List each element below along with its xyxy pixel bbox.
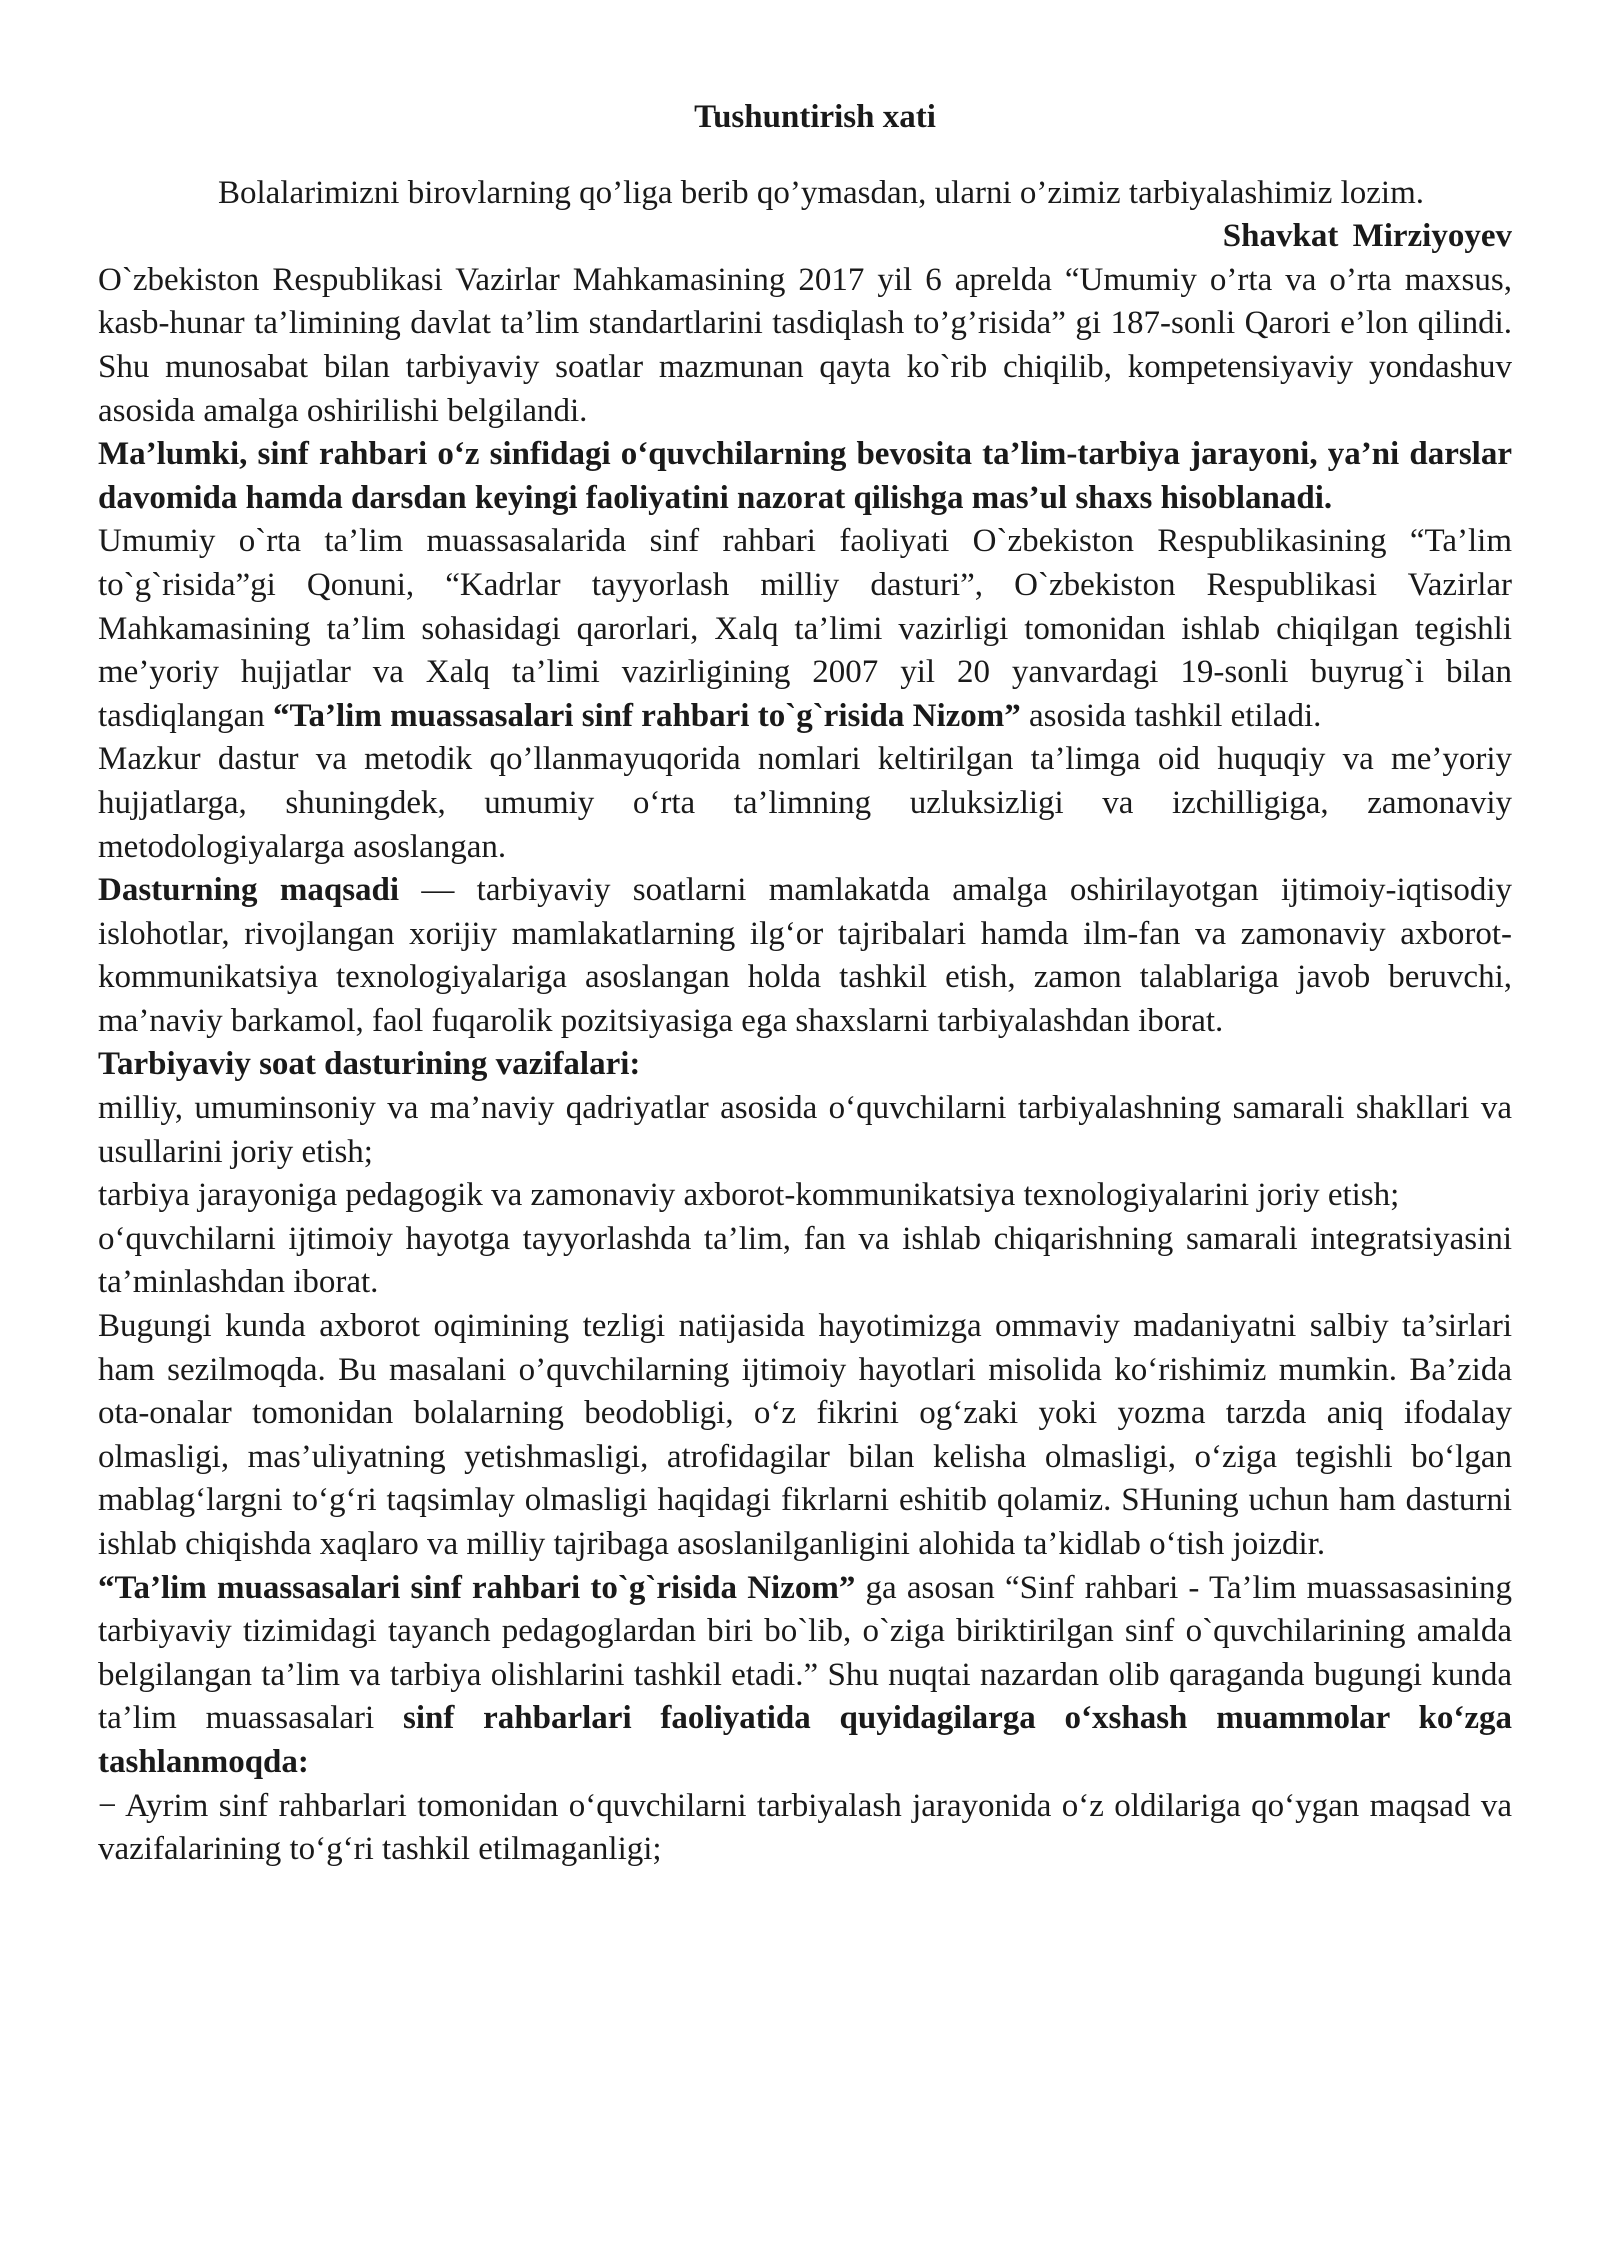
paragraph-regulation-problems — [98, 1567, 1512, 1785]
paragraph-mass-culture: Bugungi kunda axborot oqimining tezligi natijasida hayotimizga ommaviy madaniyatni salbiy ta’sirlari ham sezilmoqda. Bu masalani o’quvchilarning ijtimoiy hayotlari misolida ko‘rishimiz mumkin. Ba’zida ota-onalar tomonidan bolalarning beodobligi, o‘z fikrini og‘zaki yoki yozma tarzda aniq ifodalay olmasligi, mas’uliyatning yetishmasligi, atrofidagilar bilan kelisha olmasligi, o‘ziga tegishli bo‘lgan mablag‘largni to‘g‘ri taqsimlay olmasligi haqidagi fikrlarni eshitib qolamiz. SHuning uchun ham dasturni ishlab chiqishda xaqlaro va milliy tajribaga asoslanilganligini alohida ta’kidlab o‘tish joizdir. — [98, 1308, 1512, 1562]
epigraph-author: Shavkat Mirziyoyev — [1222, 218, 1512, 255]
document-page — [98, 96, 1512, 1872]
paragraph-resolution: O`zbekiston Respublikasi Vazirlar Mahkamasining 2017 yil 6 aprelda “Umumiy o’rta va o’rta maxsus, kasb-hunar ta’limining davlat ta’lim standartlarini tasdiqlash to’g’risida” gi 187-sonli Qarori e’lon qilindi. Shu munosabat bilan tarbiyaviy soatlar mazmunan qayta ko`rib chiqilib, kompetensiyaviy yondashuv asosida amalga oshirilishi belgilandi. — [98, 261, 1512, 429]
program-goal-label: Dasturning maqsadi — [98, 872, 400, 909]
legal-basis-end: asosida tashkil etiladi. — [1020, 697, 1322, 734]
problems-lead: sinf rahbarlari faoliyatida quyidagilarga o‘xshash muammolar ko‘zga tashlanmoqda: — [98, 1700, 1513, 1780]
legal-basis-text: Umumiy o`rta ta’lim muassasalarida sinf rahbari faoliyati O`zbekiston Respublikasining “Ta’lim to`g`risida”gi Qonuni, “Kadrlar tayyorlash milliy dasturi”, O`zbekiston Respublikasi Vazirlar Mahkamasining ta’lim sohasidagi qarorlari, Xalq ta’limi vazirligi tomonidan ishlab chiqilgan tegishli me’yoriy hujjatlar va Xalq ta’limi vazirligining 2007 yil 20 yanvardagi 19-sonli buyrug`i bilan tasdiqlangan — [98, 523, 1512, 734]
paragraph-legal-basis — [98, 520, 1512, 738]
regulation-title: “Ta’lim muassasalari sinf rahbari to`g`risida Nizom” — [98, 1569, 856, 1606]
problem-item: − Ayrim sinf rahbarlari tomonidan o‘quvchilarni tarbiyalash jarayonida o‘z oldilariga qo‘ygan maqsad va vazifalarining to‘g‘ri tashkil etilmaganligi; — [98, 1787, 1512, 1868]
regulation-quote: ga asosan “Sinf rahbari - Ta’lim muassasasining tarbiyaviy tizimidagi tayanch pedagoglardan biri bo`lib, o`ziga biriktirilgan sinf o`quvchilarining amalda belgilangan ta’lim va tarbiya olishlarini tashkil etadi.” Shu nuqtai nazardan olib qaraganda bugungi kunda ta’lim muassasalari — [98, 1569, 1512, 1737]
task-item: o‘quvchilarni ijtimoiy hayotga tayyorlashda ta’lim, fan va ishlab chiqarishning samarali integratsiyasini ta’minlashdan iborat. — [98, 1220, 1512, 1301]
document-title: Tushuntirish xati — [694, 99, 936, 135]
paragraph-program-goal — [98, 869, 1512, 1043]
regulation-title: “Ta’lim muassasalari sinf rahbari to`g`risida Nizom” — [273, 697, 1021, 734]
epigraph-quote: Bolalarimizni birovlarning qo’liga berib qo’ymasdan, ularni o’zimiz tarbiyalashimiz lozim. — [218, 174, 1424, 211]
task-item: milliy, umuminsoniy va ma’naviy qadriyatlar asosida o‘quvchilarni tarbiyalashning samarali shakllari va usullarini joriy etish; — [98, 1090, 1512, 1170]
program-goal-text: — tarbiyaviy soatlarni mamlakatda amalga oshirilayotgan ijtimoiy-iqtisodiy islohotlar, rivojlangan xorijiy mamlakatlarning ilg‘or tajribalari hamda ilm-fan va zamonaviy axborot-kommunikatsiya texnologiyalariga asoslangan holda tashkil etish, zamon talablariga javob beruvchi, ma’naviy barkamol, faol fuqarolik pozitsiyasiga ega shaxslarni tarbiyalashdan iborat. — [98, 872, 1512, 1039]
paragraph-class-teacher-role: Ma’lumki, sinf rahbari o‘z sinfidagi o‘quvchilarning bevosita ta’lim-tarbiya jarayoni, ya’ni darslar davomida hamda darsdan keyingi faoliyatini nazorat qilishga mas’ul shaxs hisoblanadi. — [98, 436, 1512, 516]
paragraph-methodology: Mazkur dastur va metodik qo’llanmayuqorida nomlari keltirilgan ta’limga oid huquqiy va me’yoriy hujjatlarga, shuningdek, umumiy o‘rta ta’limning uzluksizligi va izchilligiga, zamonaviy metodologiyalarga asoslangan. — [98, 741, 1512, 865]
tasks-heading: Tarbiyaviy soat dasturining vazifalari: — [98, 1046, 641, 1083]
task-item: tarbiya jarayoniga pedagogik va zamonaviy axborot-kommunikatsiya texnologiyalarini joriy etish; — [98, 1177, 1400, 1214]
